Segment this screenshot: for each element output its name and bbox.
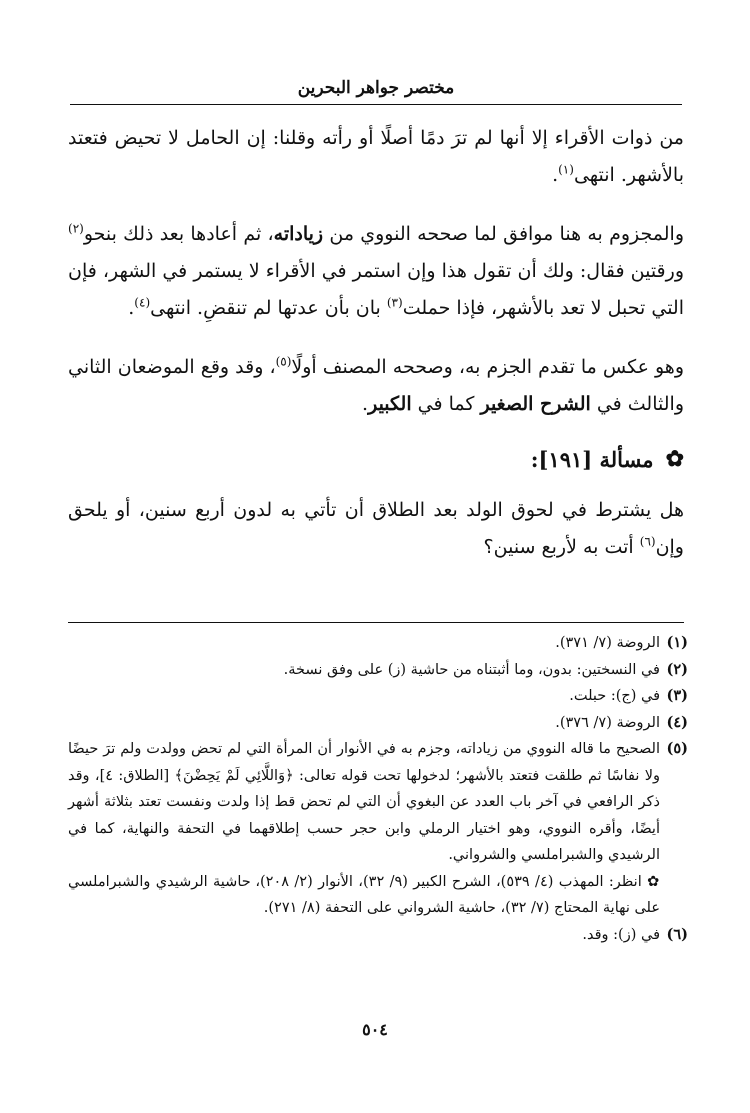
page-number: ٥٠٤ xyxy=(362,1020,388,1039)
question-heading xyxy=(68,441,684,478)
paragraph-3-text-b: ، وقد وقع الموضعان الثاني والثالث في xyxy=(68,356,684,415)
footnote-text: في النسختين: بدون، وما أثبتناه من حاشية (ز) على وفق نسخة. xyxy=(283,661,660,678)
footnote-ref[interactable]: (٦) xyxy=(639,534,656,549)
bold-term: الكبير xyxy=(368,393,412,415)
paragraph-2 xyxy=(68,216,684,327)
footnote-number: (٦) xyxy=(666,925,688,943)
question-paragraph xyxy=(68,492,684,566)
footnote-text: في (ج): حبلت. xyxy=(569,688,660,704)
paragraph-2-text-c: ورقتين فقال: ولك أن تقول هذا وإن استمر في الأقراء لا يستمر في الشهر، فإن التي تحبل لا تعد بالأشهر، فإذا حملت xyxy=(68,260,684,319)
header-rule xyxy=(70,104,682,105)
footnote-number: (٥) xyxy=(666,740,688,757)
question-text-b: أتت به لأربع سنين؟ xyxy=(483,536,640,558)
bold-term: الشرح الصغير xyxy=(480,393,591,415)
main-text xyxy=(68,120,684,588)
paragraph-1-text: من ذوات الأقراء إلا أنها لم ترَ دمًا أصلًا أو رأته وقلنا: إن الحامل لا تحيض فتعتد بالأشهر. انتهى xyxy=(68,127,684,186)
question-heading-text: مسألة [١٩١]: xyxy=(530,447,654,472)
paragraph-2-text-a: والمجزوم به هنا موافق لما صححه النووي من xyxy=(323,223,684,245)
footnote-text: ✿ انظر: المهذب (٤/ ٥٣٩)، الشرح الكبير (٩/ ٣٢)، الأنوار (٢/ ٢٠٨)، حاشية الرشيدي والشبراملسي على نهاية المحتاج (٧/ ٣٢)، حاشية الشرواني على التحفة (٨/ ٢٧١). xyxy=(68,873,660,916)
paragraph-1-end: . xyxy=(552,164,559,186)
footnote-number: (٢) xyxy=(666,660,688,678)
paragraph-1 xyxy=(68,120,684,194)
question-text-a: هل يشترط في لحوق الولد بعد الطلاق أن تأتي به لدون أربع سنين، أو يلحق وإن xyxy=(68,499,684,558)
paragraph-2-text-b: ، ثم أعادها بعد ذلك بنحو xyxy=(83,223,274,245)
footnote-number: (١) xyxy=(666,634,688,651)
footnotes xyxy=(68,630,688,948)
footnote-rule xyxy=(68,622,684,623)
paragraph-3-text-d: . xyxy=(362,393,369,415)
footnote-ref[interactable]: (١) xyxy=(558,162,574,177)
paragraph-2-text-e: . xyxy=(128,297,135,319)
footnote-ref[interactable]: (٤) xyxy=(134,295,151,310)
footnote xyxy=(68,710,688,737)
footnote-ref[interactable]: (٥) xyxy=(275,354,292,369)
footnote xyxy=(68,657,688,684)
footnote xyxy=(68,683,688,710)
flower-icon: ✿ xyxy=(665,446,684,472)
footnote-text: الصحيح ما قاله النووي من زياداته، وجزم به في الأنوار أن المرأة التي لم تحض وولدت ولم ترَ حيضًا ولا نفاسًا ثم طلقت فتعتد بالأشهر؛ لدخولها تحت قوله تعالى: ﴿وَاللَّائِي لَمْ يَحِضْنَ﴾ [الطلاق: ٤]، وقد ذكر الرافعي في آخر باب العدد عن البغوي أن التي لم تحض قط إذا ولدت ونفست تعتد بثلاثة أشهر أيضًا، وأقره النووي، وهو اختيار الرملي وابن حجر حسب إطلاقهما في التحفة والنهاية، كما في الرشيدي والشبراملسي والشرواني. xyxy=(68,741,660,863)
footnote xyxy=(68,922,688,949)
paragraph-3-text-c: كما في xyxy=(411,393,481,415)
paragraph-2-text-d: بان بأن عدتها لم تنقضِ. انتهى xyxy=(150,297,387,319)
paragraph-3 xyxy=(68,349,684,423)
footnote-ref[interactable]: (٣) xyxy=(386,295,403,310)
paragraph-3-text-a: وهو عكس ما تقدم الجزم به، وصححه المصنف أولًا xyxy=(291,356,684,378)
footnote-ref[interactable]: (٢) xyxy=(68,221,84,236)
footnote-text: في (ز): وقد. xyxy=(582,926,660,943)
footnote-number: (٤) xyxy=(666,713,688,731)
footnote-text: الروضة (٧/ ٣٧٦). xyxy=(555,714,660,731)
bold-term: زياداته xyxy=(273,223,324,245)
footnote-text: الروضة (٧/ ٣٧١). xyxy=(555,635,660,651)
footnote-number: (٣) xyxy=(666,687,688,704)
footnote xyxy=(68,630,688,657)
footnote-number xyxy=(660,869,688,922)
footnote-sources xyxy=(68,869,688,922)
footnote xyxy=(68,736,688,869)
running-header: مختصر جواهر البحرين xyxy=(297,78,455,98)
